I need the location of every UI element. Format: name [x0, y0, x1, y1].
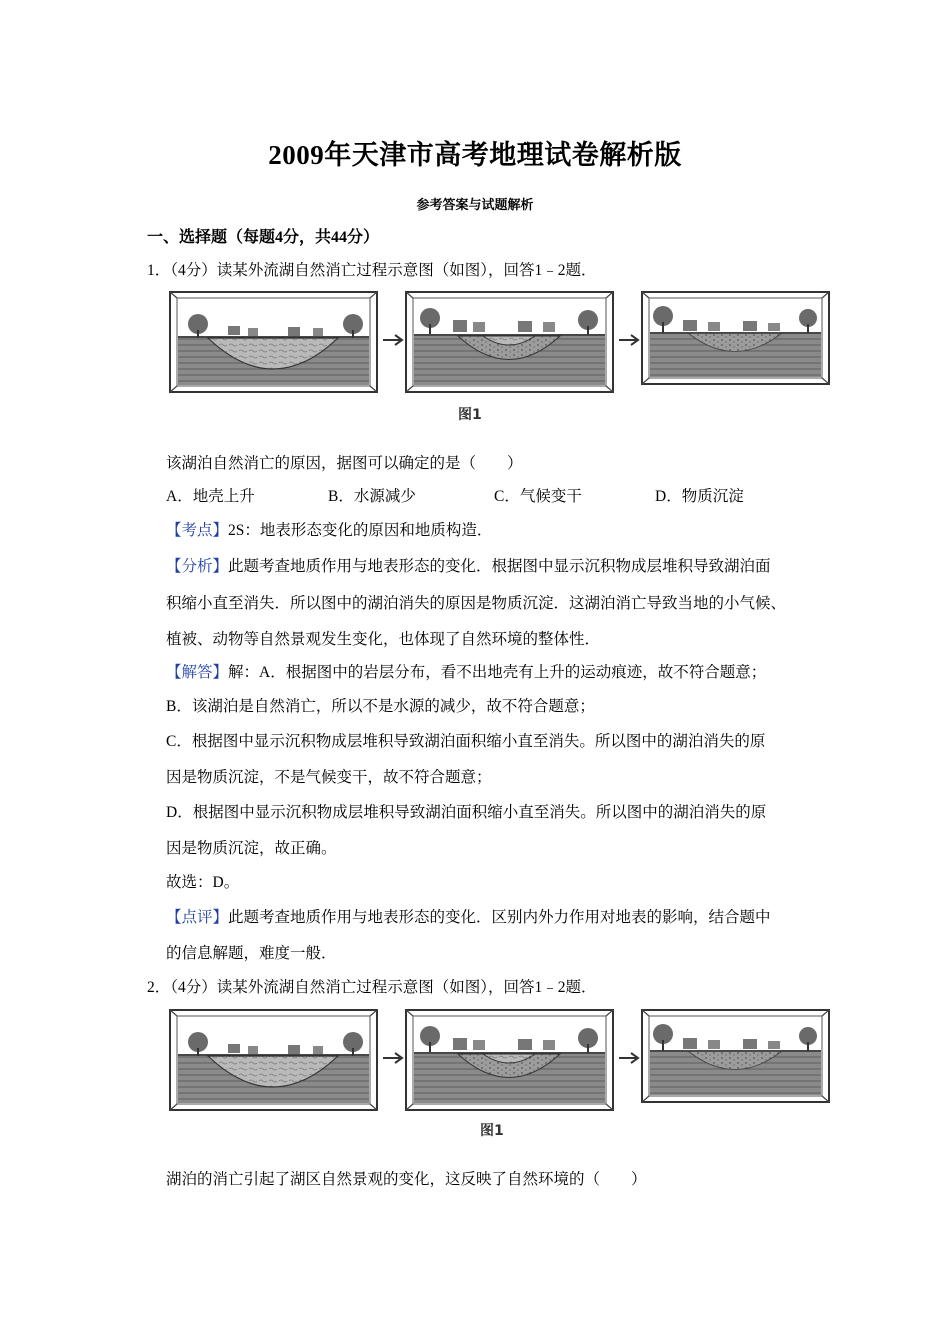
- page-title: 2009年天津市高考地理试卷解析版: [268, 140, 682, 170]
- option-b: B．水源减少: [328, 488, 416, 505]
- dianping-text-1: 此题考查地质作用与地表形态的变化．区别内外力作用对地表的影响，结合题中: [228, 909, 771, 926]
- option-d: D．物质沉淀: [655, 488, 744, 505]
- kaodian-tag: 【考点】: [166, 522, 229, 539]
- question-2-stem: 2．（4分）读某外流湖自然消亡过程示意图（如图），回答1﹣2题．: [147, 979, 597, 996]
- kaodian-line: [166, 518, 492, 540]
- figure-panel-3: [642, 292, 829, 384]
- question-1-prompt: 该湖泊自然消亡的原因，据图可以确定的是（ ）: [166, 455, 523, 472]
- question-1-figure-caption: 图1: [458, 407, 482, 423]
- jieda-line-4: 因是物质沉淀，不是气候变干，故不符合题意；: [166, 769, 492, 786]
- jieda-line-6: 因是物质沉淀，故正确。: [166, 840, 337, 857]
- jieda-line-1: [166, 660, 766, 682]
- jieda-line-2: B．该湖泊是自然消亡，所以不是水源的减少，故不符合题意；: [166, 698, 595, 715]
- answer-line: 故选：D。: [166, 874, 240, 891]
- jieda-line-5: D．根据图中显示沉积物成层堆积导致湖泊面积缩小直至消失。所以图中的湖泊消失的原: [166, 804, 767, 821]
- question-2-figure: [168, 1006, 833, 1116]
- figure-panel-1: [170, 1010, 377, 1110]
- dianping-line-1: [166, 905, 771, 927]
- figure-panel-2: [406, 292, 613, 392]
- fenxi-line-3: 植被、动物等自然景观发生变化，也体现了自然环境的整体性．: [166, 631, 601, 648]
- fenxi-text-1: 此题考查地质作用与地表形态的变化．根据图中显示沉积物成层堆积导致湖泊面: [228, 558, 771, 575]
- figure-panel-3: [642, 1010, 829, 1102]
- section-heading: 一、选择题（每题4分，共44分）: [147, 229, 380, 246]
- dianping-line-2: 的信息解题，难度一般．: [166, 945, 337, 962]
- fenxi-line-2: 积缩小直至消失．所以图中的湖泊消失的原因是物质沉淀．这湖泊消亡导致当地的小气候、: [166, 595, 787, 612]
- option-c: C．气候变干: [494, 488, 582, 505]
- kaodian-text: 2S：地表形态变化的原因和地质构造．: [228, 522, 493, 539]
- question-1-stem: 1．（4分）读某外流湖自然消亡过程示意图（如图），回答1﹣2题．: [147, 262, 597, 279]
- dianping-tag: 【点评】: [166, 909, 229, 926]
- fenxi-tag: 【分析】: [166, 558, 229, 575]
- fenxi-line-1: [166, 554, 771, 576]
- figure-panel-2: [406, 1010, 613, 1110]
- question-1-figure: [168, 288, 833, 398]
- jieda-text-1: 解：A．根据图中的岩层分布，看不出地壳有上升的运动痕迹，故不符合题意；: [228, 664, 767, 681]
- option-a: A．地壳上升: [166, 488, 255, 505]
- question-2-figure-caption: 图1: [480, 1123, 504, 1139]
- jieda-line-3: C．根据图中显示沉积物成层堆积导致湖泊面积缩小直至消失。所以图中的湖泊消失的原: [166, 733, 766, 750]
- page-subtitle: 参考答案与试题解析: [416, 197, 534, 212]
- question-2-prompt: 湖泊的消亡引起了湖区自然景观的变化，这反映了自然环境的（ ）: [166, 1171, 647, 1188]
- jieda-tag: 【解答】: [166, 664, 229, 681]
- figure-panel-1: [170, 292, 377, 392]
